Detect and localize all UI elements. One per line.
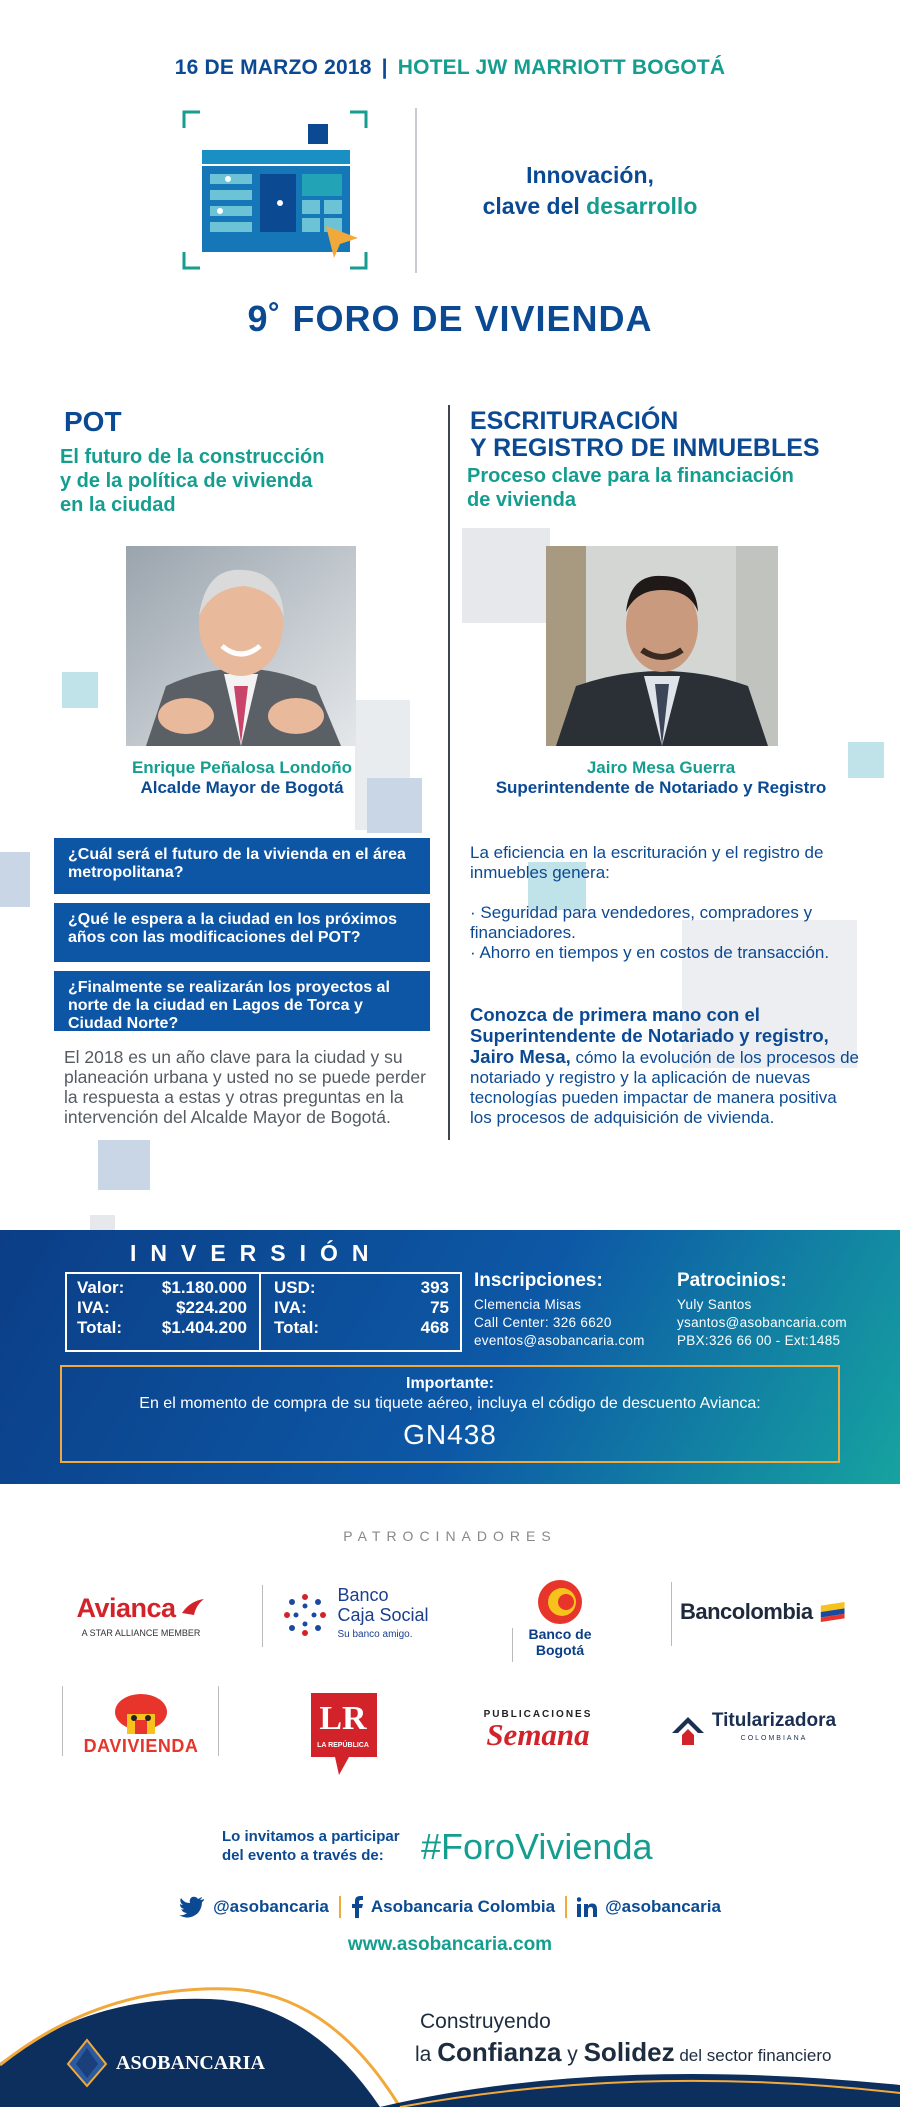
- banco-de-bogota-logo[interactable]: [510, 1570, 610, 1665]
- avianca-name: Avianca: [76, 1592, 176, 1623]
- caja-social-tagline: Su banco amigo.: [337, 1629, 413, 1640]
- escrituracion-subtitle-line: de vivienda: [467, 489, 576, 511]
- pot-heading: POT: [64, 406, 122, 437]
- usd-label: USD:: [274, 1278, 316, 1297]
- question-box: ¿Finalmente se realizarán los proyectos al norte de la ciudad en Lagos de Torca y Ciudad Norte?: [54, 971, 430, 1031]
- right-intro-text: La eficiencia en la escrituración y el registro de inmuebles genera:: [470, 843, 824, 882]
- header-divider: [415, 108, 417, 273]
- usd-value: 75: [430, 1298, 449, 1317]
- slogan-line2: [415, 2037, 831, 2068]
- discount-notice: [60, 1365, 840, 1463]
- lr-mark: LR: [319, 1700, 367, 1737]
- facebook-link[interactable]: [341, 1896, 565, 1918]
- logo-separator: [262, 1585, 263, 1647]
- website-link[interactable]: www.asobancaria.com: [347, 1934, 553, 1955]
- twitter-link[interactable]: [169, 1896, 339, 1918]
- speaker-photo-mesa: [546, 546, 778, 746]
- pot-subtitle: [60, 445, 400, 517]
- escrituracion-heading: [470, 408, 820, 462]
- logo-separator: [218, 1686, 219, 1756]
- bogota-line2: Bogotá: [535, 1641, 585, 1658]
- decor-square: [0, 852, 30, 907]
- sponsorships-heading: Patrocinios:: [677, 1270, 787, 1291]
- pot-subtitle-line: y de la política de vivienda: [60, 470, 313, 492]
- slogan-b: Confianza: [437, 2037, 562, 2067]
- sponsorships-line: PBX:326 66 00 - Ext:1485: [677, 1333, 841, 1348]
- semana-name: Semana: [486, 1716, 590, 1752]
- sponsorships-line: Yuly Santos: [677, 1297, 752, 1312]
- cop-value: $224.200: [176, 1298, 247, 1317]
- speaker-role-right: Superintendente de Notariado y Registro: [495, 778, 827, 797]
- cop-label: Valor:: [77, 1278, 125, 1297]
- speaker-role-left: Alcalde Mayor de Bogotá: [140, 778, 344, 797]
- davivienda-house-icon: [111, 1692, 171, 1736]
- asobancaria-name: ASOBANCARIA: [116, 2051, 265, 2074]
- closing-bold: Conozca de primera mano con el Superintendente de Notariado y registro, Jairo Mesa,: [470, 1004, 829, 1067]
- bancolombia-flag-icon: [819, 1601, 846, 1623]
- date-separator: |: [381, 56, 388, 79]
- la-republica-logo[interactable]: [308, 1690, 380, 1778]
- closing-rest: cómo la evolución de los procesos de notariado y registro y la aplicación de nuevas tecnologías pueden impactar de manera positiva los procesos de adquisición de vivienda.: [470, 1048, 860, 1127]
- notice-title: Importante:: [406, 1375, 494, 1392]
- speaker-name-left: Enrique Peñalosa Londoño: [131, 758, 353, 777]
- tagline-line1: Innovación,: [526, 162, 654, 188]
- tagline-part-a: clave del: [482, 193, 587, 219]
- speaker-photo-penalosa: [126, 546, 356, 746]
- linkedin-icon: [577, 1897, 597, 1917]
- decor-square: [90, 1215, 115, 1230]
- linkedin-link[interactable]: [567, 1897, 731, 1917]
- bogota-line1: Banco de: [528, 1625, 592, 1642]
- registrations-email[interactable]: eventos@asobancaria.com: [474, 1333, 645, 1348]
- tagline-part-b: desarrollo: [586, 193, 698, 219]
- price-table: [65, 1272, 462, 1352]
- investment-title: INVERSIÓN: [130, 1240, 383, 1266]
- cop-value: $1.404.200: [161, 1318, 247, 1337]
- discount-code: GN438: [403, 1419, 497, 1450]
- avianca-logo[interactable]: [66, 1580, 216, 1650]
- left-body-text: El 2018 es un año clave para la ciudad y su planeación urbana y usted no se puede perder la respuesta a estas y otras preguntas en la intervención del Alcalde Mayor de Bogotá.: [64, 1047, 426, 1127]
- logo-separator: [62, 1686, 63, 1756]
- cop-label: Total:: [77, 1318, 123, 1337]
- davivienda-name: DAVIVIENDA: [83, 1735, 199, 1756]
- cop-label: IVA:: [77, 1298, 110, 1317]
- avianca-bird-icon: [180, 1597, 206, 1619]
- escrituracion-subtitle: [467, 464, 867, 512]
- event-tagline: [450, 160, 730, 222]
- event-date: 16 DE MARZO 2018: [174, 56, 372, 79]
- right-bullet: · Seguridad para vendedores, compradores y financiadores.: [470, 903, 813, 942]
- caja-social-line1: Banco: [337, 1585, 389, 1605]
- price-table-divider: [259, 1274, 261, 1350]
- usd-value: 468: [420, 1318, 449, 1337]
- notice-text: En el momento de compra de su tiquete aéreo, incluya el código de descuento Avianca:: [139, 1395, 761, 1412]
- registrations-line: Call Center: 326 6620: [474, 1315, 612, 1330]
- escrituracion-heading-line1: ESCRITURACIÓN: [470, 407, 679, 435]
- facebook-icon: [351, 1896, 363, 1918]
- right-bullet: · Ahorro en tiempos y en costos de transacción.: [470, 943, 830, 962]
- speaker-name-right: Jairo Mesa Guerra: [586, 758, 736, 777]
- avianca-tagline: A STAR ALLIANCE MEMBER: [81, 1627, 201, 1638]
- davivienda-logo[interactable]: [66, 1688, 216, 1760]
- slogan-line1: Construyendo: [420, 2010, 551, 2033]
- asobancaria-emblem-icon: [66, 2038, 108, 2088]
- question-box: ¿Cuál será el futuro de la vivienda en el área metropolitana?: [54, 838, 430, 894]
- decor-square: [367, 778, 422, 833]
- column-divider: [448, 405, 450, 1140]
- titularizadora-logo[interactable]: [664, 1706, 842, 1754]
- slogan-e: del sector financiero: [674, 2046, 832, 2065]
- registrations-contact: [474, 1270, 674, 1350]
- registrations-heading: Inscripciones:: [474, 1270, 603, 1291]
- semana-top: PUBLICACIONES: [483, 1708, 593, 1720]
- banco-bogota-emblem-icon: [534, 1578, 586, 1626]
- sponsorships-email[interactable]: ysantos@asobancaria.com: [677, 1315, 847, 1330]
- twitter-icon: [179, 1896, 205, 1918]
- publicaciones-semana-logo[interactable]: [468, 1704, 608, 1754]
- sponsorships-contact: [677, 1270, 887, 1350]
- linkedin-handle: @asobancaria: [605, 1897, 721, 1916]
- usd-label: Total:: [274, 1318, 320, 1337]
- asobancaria-logo[interactable]: [66, 2038, 265, 2088]
- decor-square: [462, 528, 550, 623]
- caja-social-line2: Caja Social: [337, 1605, 429, 1625]
- social-links: [0, 1896, 900, 1918]
- registrations-line: Clemencia Misas: [474, 1297, 582, 1312]
- bancolombia-logo[interactable]: [680, 1588, 846, 1636]
- decor-square: [98, 1140, 150, 1190]
- house-icon: [180, 108, 370, 273]
- titularizadora-roof-icon: [670, 1713, 706, 1747]
- invite-text: Lo invitamos a participar del evento a través de:: [222, 1828, 400, 1864]
- event-date-venue: [0, 56, 900, 80]
- slogan-d: Solidez: [583, 2037, 675, 2067]
- titularizadora-name: Titularizadora: [711, 1710, 837, 1731]
- pot-subtitle-line: en la ciudad: [60, 494, 176, 516]
- escrituracion-subtitle-line: Proceso clave para la financiación: [467, 465, 794, 487]
- usd-value: 393: [420, 1278, 449, 1297]
- right-closing-text: [470, 1005, 860, 1128]
- tagline-line2: [450, 191, 730, 222]
- slogan-c: y: [561, 2043, 584, 2066]
- facebook-name: Asobancaria Colombia: [370, 1897, 556, 1916]
- investment-section: [0, 1230, 900, 1484]
- decor-square: [62, 672, 98, 708]
- event-venue: HOTEL JW MARRIOTT BOGOTÁ: [397, 56, 726, 79]
- bancolombia-name: Bancolombia: [680, 1599, 813, 1624]
- twitter-handle: @asobancaria: [213, 1897, 329, 1916]
- pot-subtitle-line: El futuro de la construcción: [60, 446, 325, 468]
- logo-separator: [671, 1582, 672, 1646]
- usd-label: IVA:: [274, 1298, 307, 1317]
- forum-title: 9˚ FORO DE VIVIENDA: [247, 298, 653, 339]
- lr-name: LA REPÚBLICA: [317, 1742, 369, 1749]
- sponsors-title: PATROCINADORES: [343, 1528, 557, 1544]
- slogan-a: la: [415, 2043, 438, 2066]
- escrituracion-heading-line2: Y REGISTRO DE INMUEBLES: [470, 434, 820, 462]
- caja-social-burst-icon: [281, 1591, 329, 1639]
- titularizadora-tagline: COLOMBIANA: [740, 1735, 808, 1742]
- hashtag[interactable]: #ForoVivienda: [421, 1826, 653, 1867]
- question-box: ¿Qué le espera a la ciudad en los próximos años con las modificaciones del POT?: [54, 903, 430, 962]
- cop-value: $1.180.000: [161, 1278, 247, 1297]
- banco-caja-social-logo[interactable]: [270, 1580, 440, 1650]
